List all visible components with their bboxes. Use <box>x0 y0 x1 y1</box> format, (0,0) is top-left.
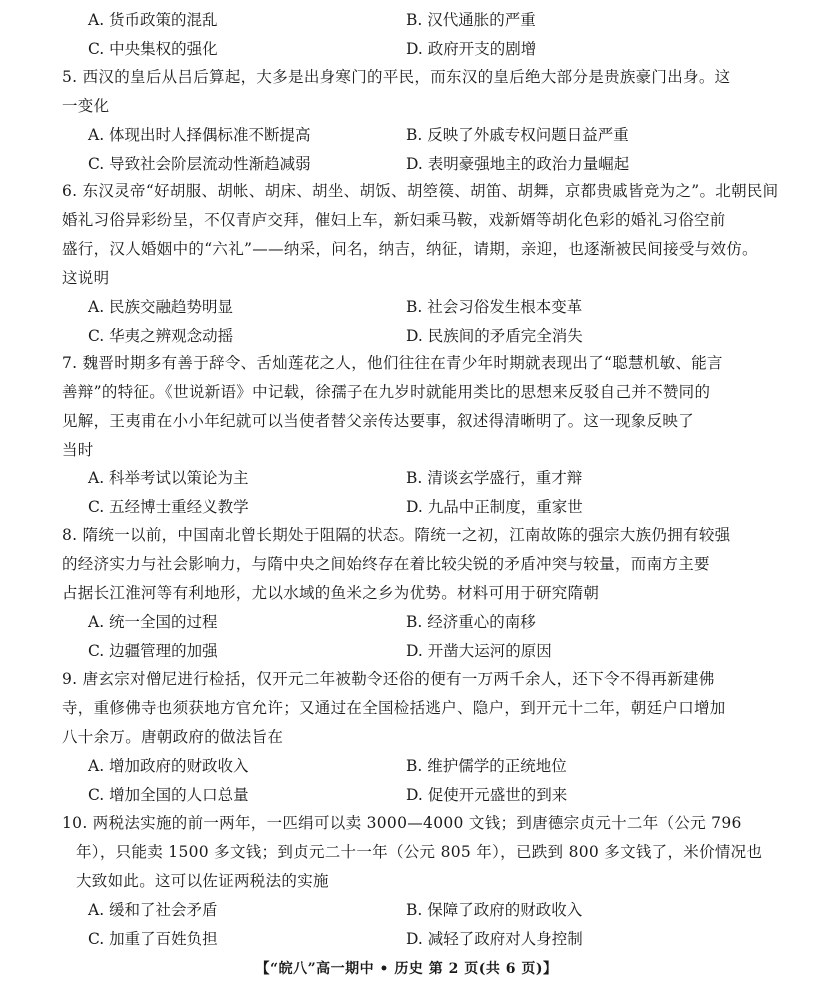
q9-option-b[interactable]: B. 维护儒学的正统地位 <box>406 757 567 775</box>
q5-option-c[interactable]: C. 导致社会阶层流动性渐趋减弱 <box>88 155 311 173</box>
question-5-line-1: 5. 西汉的皇后从吕后算起，大多是出身寒门的平民，而东汉的皇后绝大部分是贵族豪门出身。这 <box>62 68 731 86</box>
q8-options-row-2 <box>88 637 748 665</box>
q5-option-a[interactable]: A. 体现出时人择偶标准不断提高 <box>88 126 311 144</box>
q6-options-row-1 <box>88 293 748 321</box>
q8-option-d[interactable]: D. 开凿大运河的原因 <box>406 642 552 660</box>
question-6-line-1: 6. 东汉灵帝“好胡服、胡帐、胡床、胡坐、胡饭、胡箜篌、胡笛、胡舞，京都贵戚皆竞为之”。北朝民间 <box>62 182 779 200</box>
question-5-stem <box>62 63 762 121</box>
question-7-line-3: 见解，王夷甫在小小年纪就可以当使者替父亲传达要事，叙述得清晰明了。这一现象反映了 <box>62 412 695 430</box>
q4-option-d[interactable]: D. 政府开支的剧增 <box>406 40 537 58</box>
question-7-line-4: 当时 <box>62 441 94 459</box>
question-10-line-3: 大致如此。这可以佐证两税法的实施 <box>76 872 329 890</box>
q10-option-c[interactable]: C. 加重了百姓负担 <box>88 930 218 948</box>
question-9-line-3: 八十余万。唐朝政府的做法旨在 <box>62 728 284 746</box>
q9-option-a[interactable]: A. 增加政府的财政收入 <box>88 757 249 775</box>
q7-option-b[interactable]: B. 清谈玄学盛行，重才辩 <box>406 469 583 487</box>
q4-options-row-1 <box>88 6 748 34</box>
question-9-line-2: 寺，重修佛寺也须获地方官允许；又通过在全国检括逃户、隐户，到开元十二年，朝廷户口增加 <box>62 699 726 717</box>
q10-option-a[interactable]: A. 缓和了社会矛盾 <box>88 901 218 919</box>
q7-option-c[interactable]: C. 五经博士重经义教学 <box>88 498 249 516</box>
question-5-line-2: 一变化 <box>62 97 110 115</box>
q6-option-b[interactable]: B. 社会习俗发生根本变革 <box>406 298 583 316</box>
q7-options-row-2 <box>88 493 748 521</box>
question-9-line-1: 9. 唐玄宗对僧尼进行检括，仅开元二年被勒令还俗的便有一万两千余人，还下令不得再新建佛 <box>62 670 715 688</box>
q5-option-d[interactable]: D. 表明豪强地主的政治力量崛起 <box>406 155 630 173</box>
q7-option-a[interactable]: A. 科举考试以策论为主 <box>88 469 249 487</box>
q6-option-a[interactable]: A. 民族交融趋势明显 <box>88 298 234 316</box>
q7-options-row-1 <box>88 464 748 492</box>
q8-option-a[interactable]: A. 统一全国的过程 <box>88 613 218 631</box>
page-footer: 【“皖八”高一期中 • 历史 第 2 页(共 6 页)】 <box>255 961 558 977</box>
q4-options-row-2 <box>88 35 748 63</box>
q6-options-row-2 <box>88 322 748 350</box>
q10-option-b[interactable]: B. 保障了政府的财政收入 <box>406 901 583 919</box>
q4-option-b[interactable]: B. 汉代通胀的严重 <box>406 11 536 29</box>
question-6-line-2: 婚礼习俗异彩纷呈，不仅青庐交拜，催妇上车，新妇乘马鞍，戏新婿等胡化色彩的婚礼习俗空前 <box>62 211 726 229</box>
question-7-line-2: 善辩”的特征。《世说新语》中记载，徐孺子在九岁时就能用类比的思想来反驳自己并不赞同的 <box>62 383 711 401</box>
q4-option-a[interactable]: A. 货币政策的混乱 <box>88 11 218 29</box>
question-10-line-2: 年），只能卖 1500 多文钱；到贞元二十一年（公元 805 年），已跌到 800 多文钱了，米价情况也 <box>76 843 763 861</box>
q8-options-row-1 <box>88 608 748 636</box>
question-7-stem <box>62 349 762 465</box>
q8-option-c[interactable]: C. 边疆管理的加强 <box>88 642 218 660</box>
question-7-line-1: 7. 魏晋时期多有善于辞令、舌灿莲花之人，他们往往在青少年时期就表现出了“聪慧机敏、能言 <box>62 354 723 372</box>
q6-option-d[interactable]: D. 民族间的矛盾完全消失 <box>406 327 583 345</box>
question-10-line-1: 10. 两税法实施的前一两年，一匹绢可以卖 3000—4000 文钱；到唐德宗贞元十二年（公元 796 <box>62 814 742 832</box>
q10-option-d[interactable]: D. 减轻了政府对人身控制 <box>406 930 583 948</box>
q8-option-b[interactable]: B. 经济重心的南移 <box>406 613 536 631</box>
question-6-stem <box>62 177 779 293</box>
question-10-stem <box>62 809 762 896</box>
question-8-line-2: 的经济实力与社会影响力，与隋中央之间始终存在着比较尖锐的矛盾冲突与较量，而南方主要 <box>62 555 710 573</box>
q9-option-d[interactable]: D. 促使开元盛世的到来 <box>406 786 568 804</box>
question-6-line-3: 盛行，汉人婚姻中的“六礼”——纳采，问名，纳吉，纳征，请期，亲迎，也逐渐被民间接受与效仿。 <box>62 240 758 258</box>
question-6-line-4: 这说明 <box>62 269 110 287</box>
q9-options-row-2 <box>88 781 748 809</box>
question-8-line-1: 8. 隋统一以前，中国南北曾长期处于阻隔的状态。隋统一之初，江南故陈的强宗大族仍拥有较强 <box>62 526 731 544</box>
q9-options-row-1 <box>88 752 748 780</box>
question-9-stem <box>62 665 762 752</box>
q4-option-c[interactable]: C. 中央集权的强化 <box>88 40 218 58</box>
q9-option-c[interactable]: C. 增加全国的人口总量 <box>88 786 249 804</box>
q5-options-row-1 <box>88 121 748 149</box>
q5-option-b[interactable]: B. 反映了外戚专权问题日益严重 <box>406 126 629 144</box>
question-8-line-3: 占据长江淮河等有利地形，尤以水域的鱼米之乡为优势。材料可用于研究隋朝 <box>62 584 600 602</box>
q5-options-row-2 <box>88 150 748 178</box>
q7-option-d[interactable]: D. 九品中正制度，重家世 <box>406 498 583 516</box>
q10-options-row-1 <box>88 896 748 924</box>
q10-options-row-2 <box>88 925 748 953</box>
q6-option-c[interactable]: C. 华夷之辨观念动摇 <box>88 327 234 345</box>
question-8-stem <box>62 521 762 608</box>
